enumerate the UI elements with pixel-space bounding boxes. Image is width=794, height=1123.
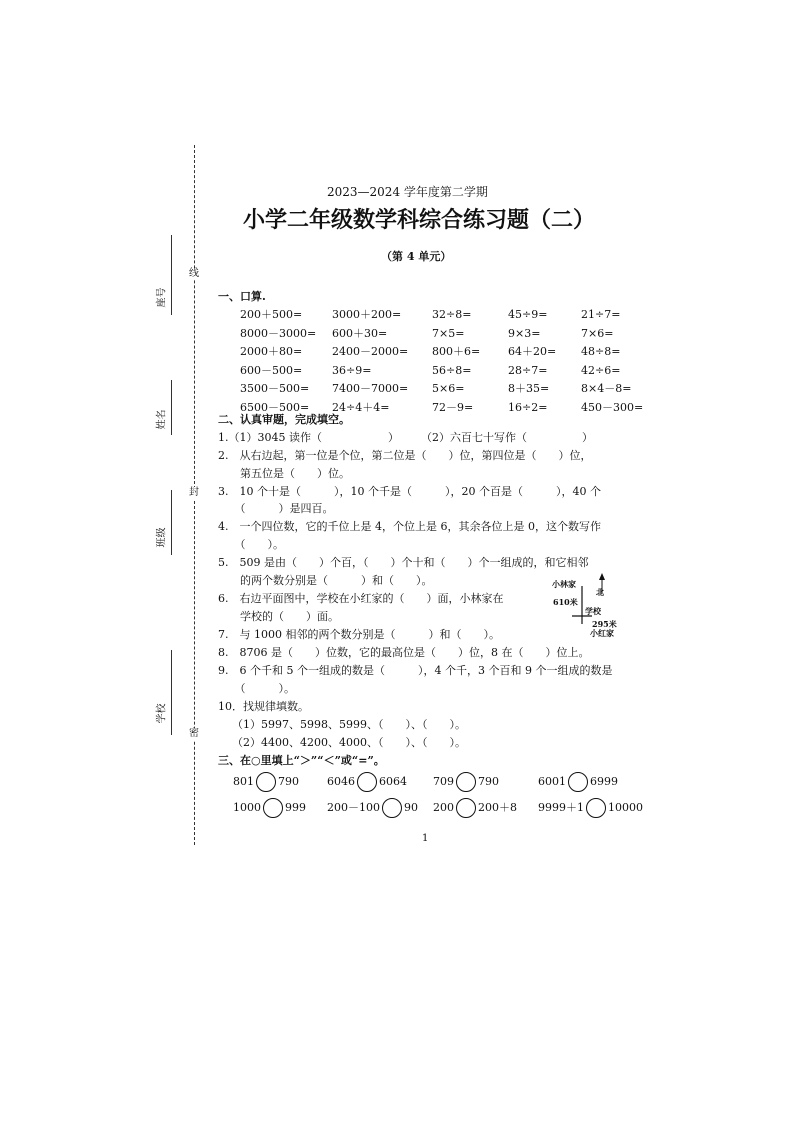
compare-left: 709 <box>433 775 454 788</box>
mental-math-item: 21÷7= <box>581 308 621 321</box>
question-line: 6. 右边平面图中，学校在小红家的（ ）面，小林家在 <box>218 592 504 605</box>
mental-math-item: 7400－7000= <box>332 382 409 395</box>
name-label: 姓名 <box>156 409 168 430</box>
question-line: 3. 10 个十是（ ），10 个千是（ ），20 个百是（ ），40 个 <box>218 485 601 498</box>
section3-heading: 三、在○里填上“＞”“＜”或“=”。 <box>218 754 385 767</box>
mental-math-item: 64＋20= <box>508 345 557 358</box>
section1-heading: 一、口算. <box>218 290 266 303</box>
answer-circle[interactable] <box>256 772 276 792</box>
name-blank[interactable] <box>171 380 172 435</box>
school-label: 学校 <box>156 703 168 724</box>
class-blank[interactable] <box>171 490 172 555</box>
question-line: 2. 从右边起，第一位是个位，第二位是（ ）位，第四位是（ ）位， <box>218 449 592 462</box>
answer-circle[interactable] <box>568 772 588 792</box>
map-distance-610: 610米 <box>553 597 578 607</box>
compare-right: 200＋8 <box>478 801 517 814</box>
compare-left: 200 <box>433 801 454 814</box>
compare-item <box>538 798 643 818</box>
compare-right: 790 <box>478 775 499 788</box>
compare-left: 9999＋1 <box>538 801 584 814</box>
answer-circle[interactable] <box>456 772 476 792</box>
compare-left: 1000 <box>233 801 261 814</box>
compare-right: 90 <box>404 801 418 814</box>
mental-math-item: 36÷9= <box>332 363 372 377</box>
question-line: 10．找规律填数。 <box>218 700 309 713</box>
compare-right: 790 <box>278 775 299 788</box>
answer-circle[interactable] <box>357 772 377 792</box>
seat-number-label: 座号 <box>156 287 168 308</box>
compare-left: 6046 <box>327 775 355 788</box>
mental-math-item: 16÷2= <box>508 400 548 414</box>
compare-left: 200－100 <box>327 801 380 814</box>
mental-math-item: 5×6= <box>432 382 465 395</box>
question-line: 8. 8706 是（ ）位数，它的最高位是（ ）位，8 在（ ）位上。 <box>218 646 590 659</box>
compare-item <box>433 772 499 792</box>
mental-math-item: 7×6= <box>581 326 614 340</box>
question-line: （ ）。 <box>218 682 295 695</box>
mental-math-item: 3500－500= <box>240 382 310 395</box>
class-label: 班级 <box>156 527 168 548</box>
section2-heading: 二、认真审题，完成填空。 <box>218 413 350 426</box>
compare-item <box>233 798 306 818</box>
answer-circle[interactable] <box>263 798 283 818</box>
mental-math-item: 28÷7= <box>508 363 548 377</box>
mental-math-item: 48÷8= <box>581 345 621 358</box>
mental-math-item: 2400－2000= <box>332 345 409 358</box>
binding-mark-mi: 密 <box>189 728 199 739</box>
question-line: 5. 509 是由（ ）个百，（ ）个十和（ ）个一组成的，和它相邻 <box>218 556 589 569</box>
mental-math-item: 200＋500= <box>240 308 303 321</box>
mental-math-item: 800＋6= <box>432 345 481 358</box>
compare-right: 10000 <box>608 801 643 814</box>
mental-math-item: 450－300= <box>581 400 644 414</box>
school-blank[interactable] <box>171 650 172 735</box>
question-line: 1.（1）3045 读作（ ） （2）六百七十写作（ ） <box>218 431 593 444</box>
question-line: （2）4400、4200、4000、（ ）、（ ）。 <box>232 736 466 749</box>
mental-math-item: 42÷6= <box>581 363 621 377</box>
binding-mark-xian: 线 <box>189 268 199 279</box>
mental-math-item: 45÷9= <box>508 308 548 321</box>
question-line: 4. 一个四位数，它的千位上是 4，个位上是 6，其余各位上是 0，这个数写作 <box>218 520 601 533</box>
answer-circle[interactable] <box>456 798 476 818</box>
unit-subtitle: （第 4 单元） <box>381 250 452 263</box>
compare-right: 6064 <box>379 775 407 788</box>
compare-right: 6999 <box>590 775 618 788</box>
map-north-label: 北 <box>596 587 604 597</box>
mental-math-item: 600＋30= <box>332 326 388 340</box>
compare-item <box>538 772 618 792</box>
compare-left: 801 <box>233 775 254 788</box>
answer-circle[interactable] <box>382 798 402 818</box>
mental-math-item: 24÷4＋4= <box>332 400 390 414</box>
mental-math-item: 8＋35= <box>508 382 550 395</box>
question-line: 9. 6 个千和 5 个一组成的数是（ ），4 个千，3 个百和 9 个一组成的数是 <box>218 664 613 677</box>
mental-math-item: 32÷8= <box>432 308 472 321</box>
mental-math-item: 56÷8= <box>432 363 472 377</box>
mental-math-item: 6500－500= <box>240 400 310 414</box>
mental-math-item: 9×3= <box>508 326 541 340</box>
map-school-label: 学校 <box>585 606 601 616</box>
seat-number-blank[interactable] <box>171 235 172 315</box>
answer-circle[interactable] <box>586 798 606 818</box>
mental-math-item: 8×4－8= <box>581 382 632 395</box>
question-line: （1）5997、5998、5999、（ ）、（ ）。 <box>232 718 466 731</box>
map-distance-295: 295米 <box>592 619 617 629</box>
mental-math-item: 2000＋80= <box>240 345 303 358</box>
compare-item <box>233 772 299 792</box>
mental-math-item: 72－9= <box>432 400 474 414</box>
compare-item <box>327 798 418 818</box>
compare-right: 999 <box>285 801 306 814</box>
mental-math-item: 3000＋200= <box>332 308 402 321</box>
question-line: 第五位是（ ）位。 <box>218 467 350 480</box>
map-xiaolin-label: 小林家 <box>552 579 576 589</box>
question-line: （ ）是四百。 <box>218 502 334 515</box>
page-number: 1 <box>422 833 429 844</box>
mental-math-item: 7×5= <box>432 326 465 340</box>
question-line: （ ）。 <box>218 538 284 551</box>
compare-item <box>433 798 517 818</box>
page-title: 小学二年级数学科综合练习题（二） <box>243 207 596 233</box>
question-line: 学校的（ ）面。 <box>218 610 339 623</box>
binding-mark-feng: 封 <box>189 487 199 498</box>
map-xiaohong-label: 小红家 <box>590 628 614 638</box>
compare-item <box>327 772 407 792</box>
mental-math-item: 8000－3000= <box>240 326 317 340</box>
mental-math-item: 600－500= <box>240 363 303 377</box>
compare-left: 6001 <box>538 775 566 788</box>
school-year: 2023—2024 学年度第二学期 <box>327 185 488 199</box>
question-line: 7. 与 1000 相邻的两个数分别是（ ）和（ ）。 <box>218 628 500 641</box>
question-line: 的两个数分别是（ ）和（ ）。 <box>218 574 433 587</box>
